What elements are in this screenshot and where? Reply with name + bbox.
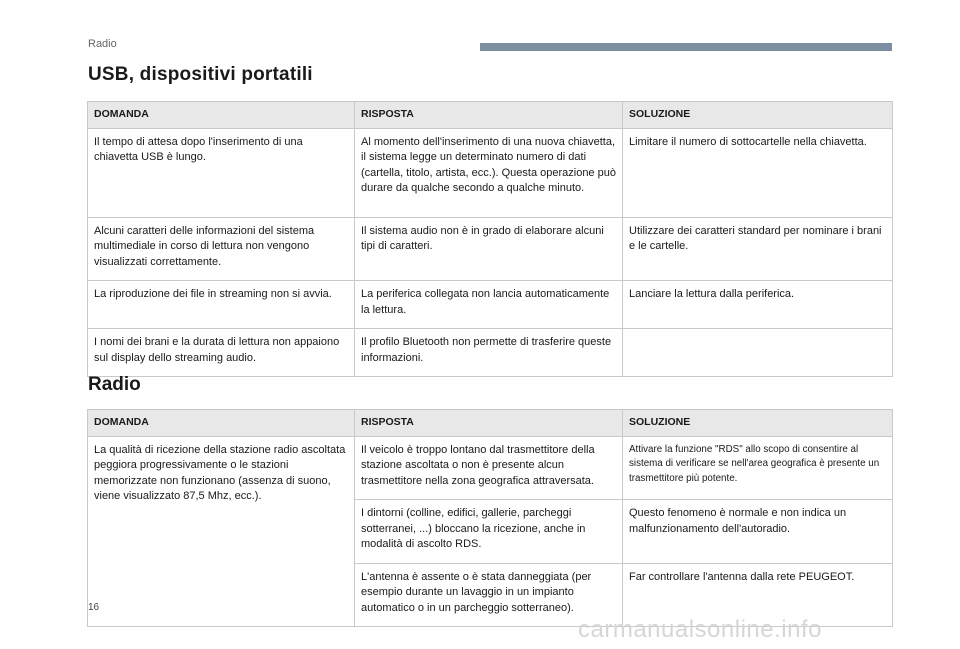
cell-risposta: Al momento dell'inserimento di una nuova chiavetta, il sistema legge un determinato numero di dati (cartella, titolo, artista, ecc.). Questa operazione può durare da qualche secondo a qualche minuto. — [355, 128, 623, 217]
usb-faq-table — [87, 101, 893, 377]
header-section-label: Radio — [88, 38, 117, 50]
cell-domanda: I nomi dei brani e la durata di lettura non appaiono sul display dello streaming audio. — [88, 329, 355, 377]
cell-soluzione: Utilizzare dei caratteri standard per nominare i brani e le cartelle. — [623, 217, 893, 281]
table-row — [88, 436, 893, 500]
cell-soluzione: Lanciare la lettura dalla periferica. — [623, 281, 893, 329]
cell-risposta: Il veicolo è troppo lontano dal trasmettitore della stazione ascoltata o non è presente alcun trasmettitore nella zona geografica attraversata. — [355, 436, 623, 500]
cell-risposta: Il profilo Bluetooth non permette di trasferire queste informazioni. — [355, 329, 623, 377]
column-header-domanda: DOMANDA — [88, 410, 355, 437]
cell-domanda: La riproduzione dei file in streaming non si avvia. — [88, 281, 355, 329]
cell-risposta: L'antenna è assente o è stata danneggiata (per esempio durante un lavaggio in un impianto automatico o in un parcheggio sotterraneo). — [355, 563, 623, 627]
page-number: 16 — [88, 602, 100, 613]
cell-risposta: I dintorni (colline, edifici, gallerie, parcheggi sotterranei, ...) bloccano la ricezione, anche in modalità di ascolto RDS. — [355, 500, 623, 564]
cell-domanda: Il tempo di attesa dopo l'inserimento di una chiavetta USB è lungo. — [88, 128, 355, 217]
cell-soluzione: Limitare il numero di sottocartelle nella chiavetta. — [623, 128, 893, 217]
usb-section-title: USB, dispositivi portatili — [88, 64, 313, 85]
radio-section-title: Radio — [88, 374, 141, 395]
cell-risposta: La periferica collegata non lancia automaticamente la lettura. — [355, 281, 623, 329]
cell-soluzione: Far controllare l'antenna dalla rete PEUGEOT. — [623, 563, 893, 627]
column-header-domanda: DOMANDA — [88, 102, 355, 129]
radio-faq-table — [87, 409, 893, 627]
column-header-soluzione: SOLUZIONE — [623, 410, 893, 437]
cell-domanda: Alcuni caratteri delle informazioni del sistema multimediale in corso di lettura non vengono visualizzati correttamente. — [88, 217, 355, 281]
column-header-risposta: RISPOSTA — [355, 102, 623, 129]
cell-soluzione: Questo fenomeno è normale e non indica un malfunzionamento dell'autoradio. — [623, 500, 893, 564]
table-header-row — [88, 410, 893, 437]
column-header-soluzione: SOLUZIONE — [623, 102, 893, 129]
cell-risposta: Il sistema audio non è in grado di elaborare alcuni tipi di caratteri. — [355, 217, 623, 281]
cell-domanda: La qualità di ricezione della stazione radio ascoltata peggiora progressivamente o le stazioni memorizzate non funzionano (assenza di suono, viene visualizzato 87,5 Mhz, ecc.). — [88, 436, 355, 627]
table-row — [88, 281, 893, 329]
column-header-risposta: RISPOSTA — [355, 410, 623, 437]
table-row — [88, 329, 893, 377]
header-bar — [480, 43, 892, 51]
table-row — [88, 128, 893, 217]
table-row — [88, 217, 893, 281]
cell-soluzione — [623, 329, 893, 377]
watermark: carmanualsonline.info — [578, 616, 822, 643]
table-header-row — [88, 102, 893, 129]
cell-soluzione: Attivare la funzione "RDS" allo scopo di consentire al sistema di verificare se nell'area geografica è presente un trasmettitore più potente. — [623, 436, 893, 500]
